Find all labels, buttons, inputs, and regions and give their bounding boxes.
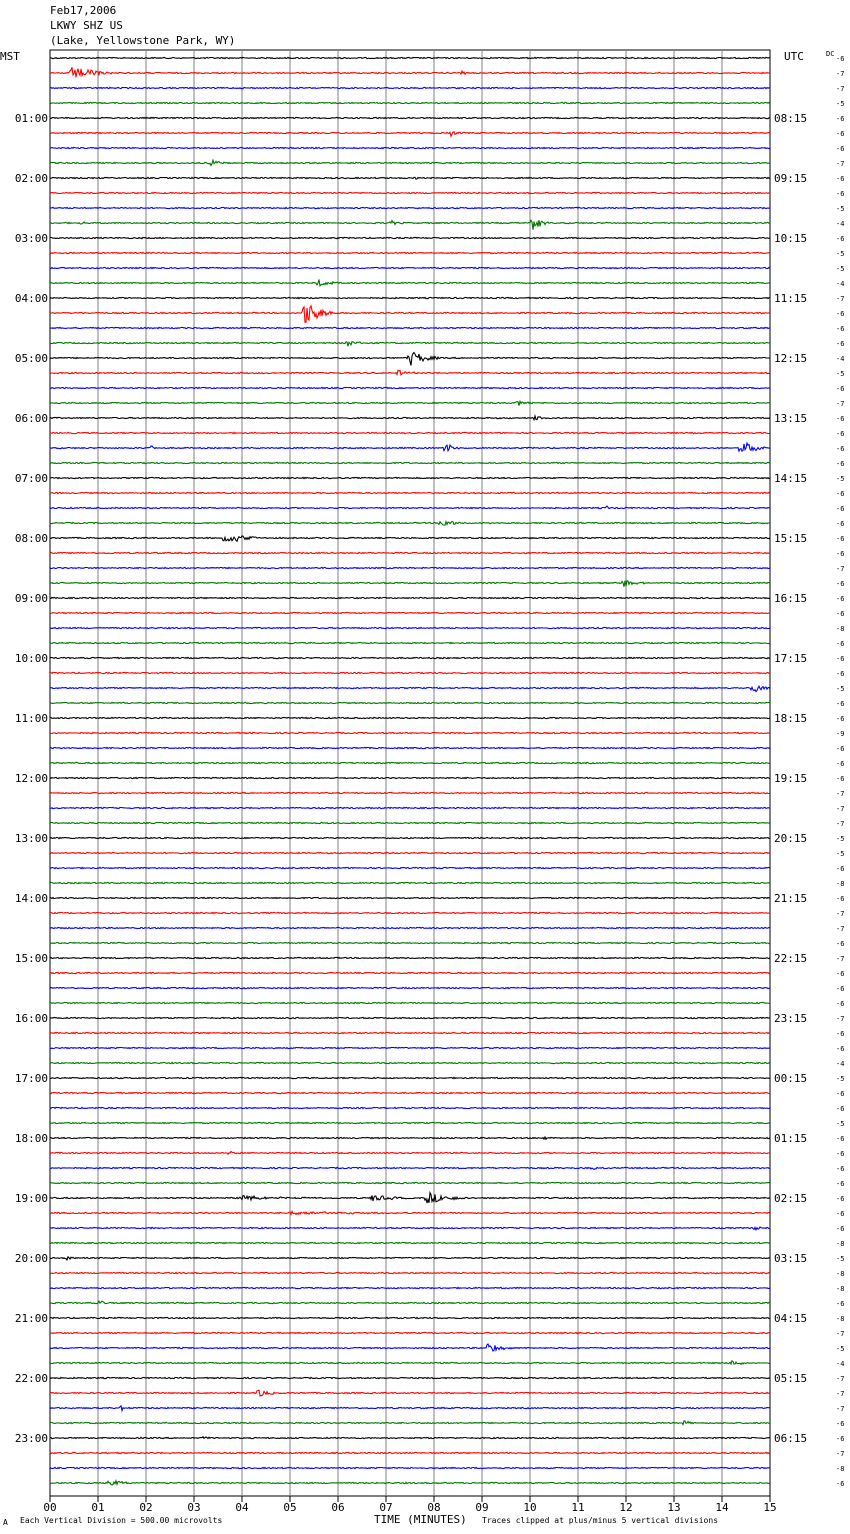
trace-row — [50, 657, 770, 658]
trace-row — [50, 401, 770, 405]
x-tick-label: 10 — [523, 1501, 537, 1514]
trace-row — [50, 1122, 770, 1123]
right-hour-label: 05:15 — [774, 1372, 808, 1385]
right-hour-label: 18:15 — [774, 712, 808, 725]
trace-row — [50, 252, 770, 253]
dc-offset-label: -6 — [836, 535, 845, 543]
trace-row — [50, 957, 770, 958]
trace-row — [50, 207, 770, 208]
dc-offset-label: -6 — [836, 1300, 845, 1308]
dc-offset-label: -8 — [836, 1285, 845, 1293]
trace-row — [50, 1227, 770, 1230]
dc-offset-label: -6 — [836, 445, 845, 453]
right-hour-label: 16:15 — [774, 592, 808, 605]
trace-row — [50, 477, 770, 478]
dc-offset-label: -6 — [836, 145, 845, 153]
right-hour-label: 08:15 — [774, 112, 808, 125]
dc-offset-label: -8 — [836, 880, 845, 888]
dc-offset-label: -7 — [836, 160, 845, 168]
trace-row — [50, 1437, 770, 1439]
dc-offset-label: -6 — [836, 1195, 845, 1203]
dc-offset-label: -6 — [836, 190, 845, 198]
x-tick-label: 13 — [667, 1501, 681, 1514]
trace-row — [50, 237, 770, 238]
dc-offset-label: -6 — [836, 745, 845, 753]
trace-row — [50, 342, 770, 347]
trace-row — [50, 117, 770, 118]
trace-row — [50, 462, 770, 463]
dc-offset-label: -6 — [836, 430, 845, 438]
dc-offset-label: -6 — [836, 775, 845, 783]
trace-row — [50, 912, 770, 913]
left-hour-label: 03:00 — [14, 232, 48, 245]
trace-row — [50, 1137, 770, 1139]
trace-row — [50, 777, 770, 778]
dc-offset-label: -4 — [836, 1060, 845, 1068]
trace-row — [50, 1272, 770, 1273]
trace-row — [50, 1332, 770, 1333]
left-hour-label: 10:00 — [14, 652, 48, 665]
trace-row — [50, 327, 770, 328]
x-tick-label: 00 — [43, 1501, 57, 1514]
x-tick-label: 11 — [571, 1501, 585, 1514]
trace-row — [50, 1047, 770, 1048]
dc-offset-label: -8 — [836, 1240, 845, 1248]
right-hour-label: 00:15 — [774, 1072, 808, 1085]
trace-row — [50, 1193, 770, 1203]
trace-row — [50, 717, 770, 718]
trace-row — [50, 160, 770, 165]
dc-offset-label: -6 — [836, 670, 845, 678]
dc-offset-label: -7 — [836, 790, 845, 798]
trace-row — [50, 612, 770, 613]
dc-offset-label: -6 — [836, 1480, 845, 1488]
right-hour-label: 15:15 — [774, 532, 808, 545]
left-hour-label: 14:00 — [14, 892, 48, 905]
left-hour-label: 23:00 — [14, 1432, 48, 1445]
dc-offset-label: -5 — [836, 850, 845, 858]
trace-row — [50, 521, 770, 525]
dc-offset-label: -6 — [836, 520, 845, 528]
dc-offset-label: -6 — [836, 640, 845, 648]
dc-offset-label: -7 — [836, 70, 845, 78]
trace-row — [50, 1317, 770, 1318]
right-hour-label: 01:15 — [774, 1132, 808, 1145]
dc-offset-label: -4 — [836, 220, 845, 228]
dc-offset-label: -6 — [836, 700, 845, 708]
dc-offset-label: -7 — [836, 1015, 845, 1023]
trace-row — [50, 1421, 770, 1425]
left-hour-label: 19:00 — [14, 1192, 48, 1205]
dc-offset-label: -7 — [836, 925, 845, 933]
x-tick-label: 14 — [715, 1501, 729, 1514]
x-tick-label: 02 — [139, 1501, 153, 1514]
dc-offset-label: -7 — [836, 565, 845, 573]
trace-row — [50, 192, 770, 193]
left-hour-label: 21:00 — [14, 1312, 48, 1325]
x-tick-label: 04 — [235, 1501, 249, 1514]
plot-frame — [50, 50, 770, 1496]
dc-offset-label: -5 — [836, 205, 845, 213]
dc-offset-label: -6 — [836, 310, 845, 318]
dc-offset-label: -7 — [836, 1390, 845, 1398]
left-hour-label: 04:00 — [14, 292, 48, 305]
trace-row — [50, 942, 770, 943]
trace-row — [50, 1301, 770, 1304]
trace-row — [50, 387, 770, 388]
left-hour-label: 05:00 — [14, 352, 48, 365]
trace-row — [50, 443, 770, 451]
left-hour-label: 09:00 — [14, 592, 48, 605]
dc-offset-label: -6 — [836, 130, 845, 138]
dc-offset-label: -7 — [836, 295, 845, 303]
dc-offset-label: -5 — [836, 370, 845, 378]
dc-offset-label: -6 — [836, 1000, 845, 1008]
trace-row — [50, 87, 770, 88]
x-tick-label: 01 — [91, 1501, 105, 1514]
trace-row — [50, 627, 770, 628]
trace-row — [50, 1167, 770, 1169]
trace-row — [50, 581, 770, 587]
dc-offset-label: -6 — [836, 970, 845, 978]
trace-row — [50, 506, 770, 509]
x-tick-label: 07 — [379, 1501, 393, 1514]
trace-row — [50, 1452, 770, 1453]
dc-offset-label: -6 — [836, 115, 845, 123]
right-hour-label: 10:15 — [774, 232, 808, 245]
trace-row — [50, 702, 770, 703]
dc-offset-label: -6 — [836, 1135, 845, 1143]
trace-row — [50, 432, 770, 433]
dc-offset-label: -6 — [836, 595, 845, 603]
x-tick-label: 06 — [331, 1501, 345, 1514]
trace-row — [50, 1242, 770, 1243]
left-timezone-label: MST — [0, 50, 20, 63]
left-hour-label: 15:00 — [14, 952, 48, 965]
trace-row — [50, 280, 770, 286]
trace-row — [50, 370, 770, 375]
trace-row — [50, 297, 770, 298]
dc-offset-label: -7 — [836, 1330, 845, 1338]
trace-row — [50, 1032, 770, 1033]
dc-offset-label: -5 — [836, 100, 845, 108]
x-tick-label: 03 — [187, 1501, 201, 1514]
dc-offset-label: -5 — [836, 1075, 845, 1083]
trace-row — [50, 927, 770, 928]
dc-offset-label: -6 — [836, 505, 845, 513]
dc-offset-label: -7 — [836, 1375, 845, 1383]
right-hour-label: 04:15 — [774, 1312, 808, 1325]
dc-offset-label: -6 — [836, 1435, 845, 1443]
trace-row — [50, 536, 770, 541]
dc-offset-label: -6 — [836, 760, 845, 768]
header-location: (Lake, Yellowstone Park, WY) — [50, 34, 236, 47]
dc-label: DC — [826, 50, 835, 58]
scale-note: Each Vertical Division = 500.00 microvolts — [20, 1516, 223, 1525]
dc-offset-label: -5 — [836, 685, 845, 693]
trace-row — [50, 567, 770, 568]
trace-row — [50, 882, 770, 883]
trace-row — [50, 642, 770, 643]
dc-offset-label: -7 — [836, 955, 845, 963]
trace-row — [50, 837, 770, 838]
dc-offset-label: -6 — [836, 550, 845, 558]
left-hour-label: 11:00 — [14, 712, 48, 725]
left-hour-label: 18:00 — [14, 1132, 48, 1145]
x-tick-label: 09 — [475, 1501, 489, 1514]
x-axis-title: TIME (MINUTES) — [374, 1513, 467, 1526]
dc-offset-label: -6 — [836, 385, 845, 393]
trace-row — [50, 57, 770, 58]
dc-offset-label: -6 — [836, 1210, 845, 1218]
right-hour-label: 02:15 — [774, 1192, 808, 1205]
right-hour-label: 12:15 — [774, 352, 808, 365]
trace-row — [50, 1467, 770, 1468]
trace-row — [50, 807, 770, 808]
dc-offset-label: -7 — [836, 1450, 845, 1458]
trace-row — [50, 972, 770, 973]
trace-row — [50, 686, 770, 691]
left-hour-label: 13:00 — [14, 832, 48, 845]
trace-row — [50, 1257, 770, 1260]
trace-row — [50, 492, 770, 493]
left-hour-label: 20:00 — [14, 1252, 48, 1265]
trace-row — [50, 597, 770, 598]
trace-row — [50, 1182, 770, 1183]
right-hour-label: 09:15 — [774, 172, 808, 185]
dc-offset-label: -6 — [836, 1420, 845, 1428]
left-hour-label: 02:00 — [14, 172, 48, 185]
dc-offset-label: -4 — [836, 280, 845, 288]
dc-offset-label: -6 — [836, 55, 845, 63]
x-tick-label: 05 — [283, 1501, 297, 1514]
trace-row — [50, 1062, 770, 1063]
corner-mark: A — [3, 1518, 8, 1527]
dc-offset-label: -7 — [836, 820, 845, 828]
trace-row — [50, 147, 770, 148]
dc-offset-label: -6 — [836, 1180, 845, 1188]
right-timezone-label: UTC — [784, 50, 804, 63]
right-hour-label: 22:15 — [774, 952, 808, 965]
dc-offset-label: -6 — [836, 1105, 845, 1113]
dc-offset-label: -6 — [836, 580, 845, 588]
x-tick-label: 08 — [427, 1501, 441, 1514]
dc-offset-label: -6 — [836, 715, 845, 723]
dc-offset-label: -6 — [836, 1225, 845, 1233]
dc-offset-label: -6 — [836, 1165, 845, 1173]
dc-offset-label: -6 — [836, 415, 845, 423]
dc-offset-label: -5 — [836, 1120, 845, 1128]
dc-offset-label: -6 — [836, 895, 845, 903]
trace-row — [50, 822, 770, 823]
header-date: Feb17,2006 — [50, 4, 117, 17]
trace-row — [50, 672, 770, 673]
dc-offset-label: -6 — [836, 1150, 845, 1158]
dc-offset-label: -6 — [836, 610, 845, 618]
trace-row — [50, 102, 770, 103]
dc-offset-label: -6 — [836, 490, 845, 498]
left-hour-label: 08:00 — [14, 532, 48, 545]
x-tick-label: 12 — [619, 1501, 633, 1514]
trace-row — [50, 1151, 770, 1154]
dc-offset-label: -7 — [836, 1405, 845, 1413]
trace-row — [50, 1017, 770, 1018]
dc-offset-label: -6 — [836, 940, 845, 948]
dc-offset-label: -6 — [836, 235, 845, 243]
trace-row — [50, 132, 770, 136]
dc-offset-label: -6 — [836, 340, 845, 348]
trace-row — [50, 1481, 770, 1485]
trace-row — [50, 762, 770, 763]
dc-offset-label: -5 — [836, 1345, 845, 1353]
right-hour-label: 03:15 — [774, 1252, 808, 1265]
dc-offset-label: -7 — [836, 400, 845, 408]
trace-row — [50, 1377, 770, 1378]
left-hour-label: 22:00 — [14, 1372, 48, 1385]
left-hour-label: 17:00 — [14, 1072, 48, 1085]
dc-offset-label: -8 — [836, 1270, 845, 1278]
trace-row — [50, 1390, 770, 1396]
dc-offset-label: -5 — [836, 1255, 845, 1263]
left-hour-label: 01:00 — [14, 112, 48, 125]
right-hour-label: 23:15 — [774, 1012, 808, 1025]
trace-row — [50, 353, 770, 366]
trace-row — [50, 1406, 770, 1411]
trace-row — [50, 747, 770, 748]
trace-row — [50, 852, 770, 853]
trace-row — [50, 416, 770, 420]
dc-offset-label: -5 — [836, 475, 845, 483]
trace-row — [50, 306, 770, 322]
dc-offset-label: -5 — [836, 250, 845, 258]
trace-row — [50, 67, 770, 77]
clip-note: Traces clipped at plus/minus 5 vertical divisions — [482, 1516, 719, 1525]
trace-row — [50, 1344, 770, 1351]
dc-offset-label: -6 — [836, 1030, 845, 1038]
dc-offset-label: -7 — [836, 910, 845, 918]
right-hour-label: 13:15 — [774, 412, 808, 425]
left-hour-label: 07:00 — [14, 472, 48, 485]
dc-offset-label: -6 — [836, 325, 845, 333]
right-hour-label: 14:15 — [774, 472, 808, 485]
dc-offset-label: -4 — [836, 1360, 845, 1368]
dc-offset-label: -7 — [836, 805, 845, 813]
trace-row — [50, 552, 770, 553]
right-hour-label: 21:15 — [774, 892, 808, 905]
trace-row — [50, 177, 770, 179]
dc-offset-label: -8 — [836, 625, 845, 633]
dc-offset-label: -5 — [836, 265, 845, 273]
dc-offset-label: -6 — [836, 655, 845, 663]
trace-row — [50, 897, 770, 898]
dc-offset-label: -6 — [836, 175, 845, 183]
trace-row — [50, 1287, 770, 1288]
dc-offset-label: -6 — [836, 1090, 845, 1098]
trace-row — [50, 1092, 770, 1093]
left-hour-label: 12:00 — [14, 772, 48, 785]
dc-offset-label: -6 — [836, 460, 845, 468]
trace-row — [50, 792, 770, 793]
trace-row — [50, 267, 770, 268]
right-hour-label: 20:15 — [774, 832, 808, 845]
trace-row — [50, 867, 770, 868]
trace-row — [50, 220, 770, 230]
dc-offset-label: -7 — [836, 85, 845, 93]
right-hour-label: 11:15 — [774, 292, 808, 305]
trace-row — [50, 1077, 770, 1078]
dc-offset-label: -6 — [836, 985, 845, 993]
left-hour-label: 06:00 — [14, 412, 48, 425]
x-tick-label: 15 — [763, 1501, 777, 1514]
dc-offset-label: -8 — [836, 1315, 845, 1323]
header-station: LKWY SHZ US — [50, 19, 123, 32]
trace-row — [50, 732, 770, 733]
dc-offset-label: -5 — [836, 835, 845, 843]
dc-offset-label: -6 — [836, 1045, 845, 1053]
dc-offset-label: -8 — [836, 1465, 845, 1473]
right-hour-label: 17:15 — [774, 652, 808, 665]
dc-offset-label: -9 — [836, 730, 845, 738]
trace-row — [50, 1361, 770, 1365]
dc-offset-label: -4 — [836, 355, 845, 363]
trace-row — [50, 1211, 770, 1214]
trace-row — [50, 1002, 770, 1003]
left-hour-label: 16:00 — [14, 1012, 48, 1025]
dc-offset-label: -6 — [836, 865, 845, 873]
right-hour-label: 06:15 — [774, 1432, 808, 1445]
right-hour-label: 19:15 — [774, 772, 808, 785]
trace-row — [50, 1107, 770, 1108]
trace-row — [50, 987, 770, 988]
